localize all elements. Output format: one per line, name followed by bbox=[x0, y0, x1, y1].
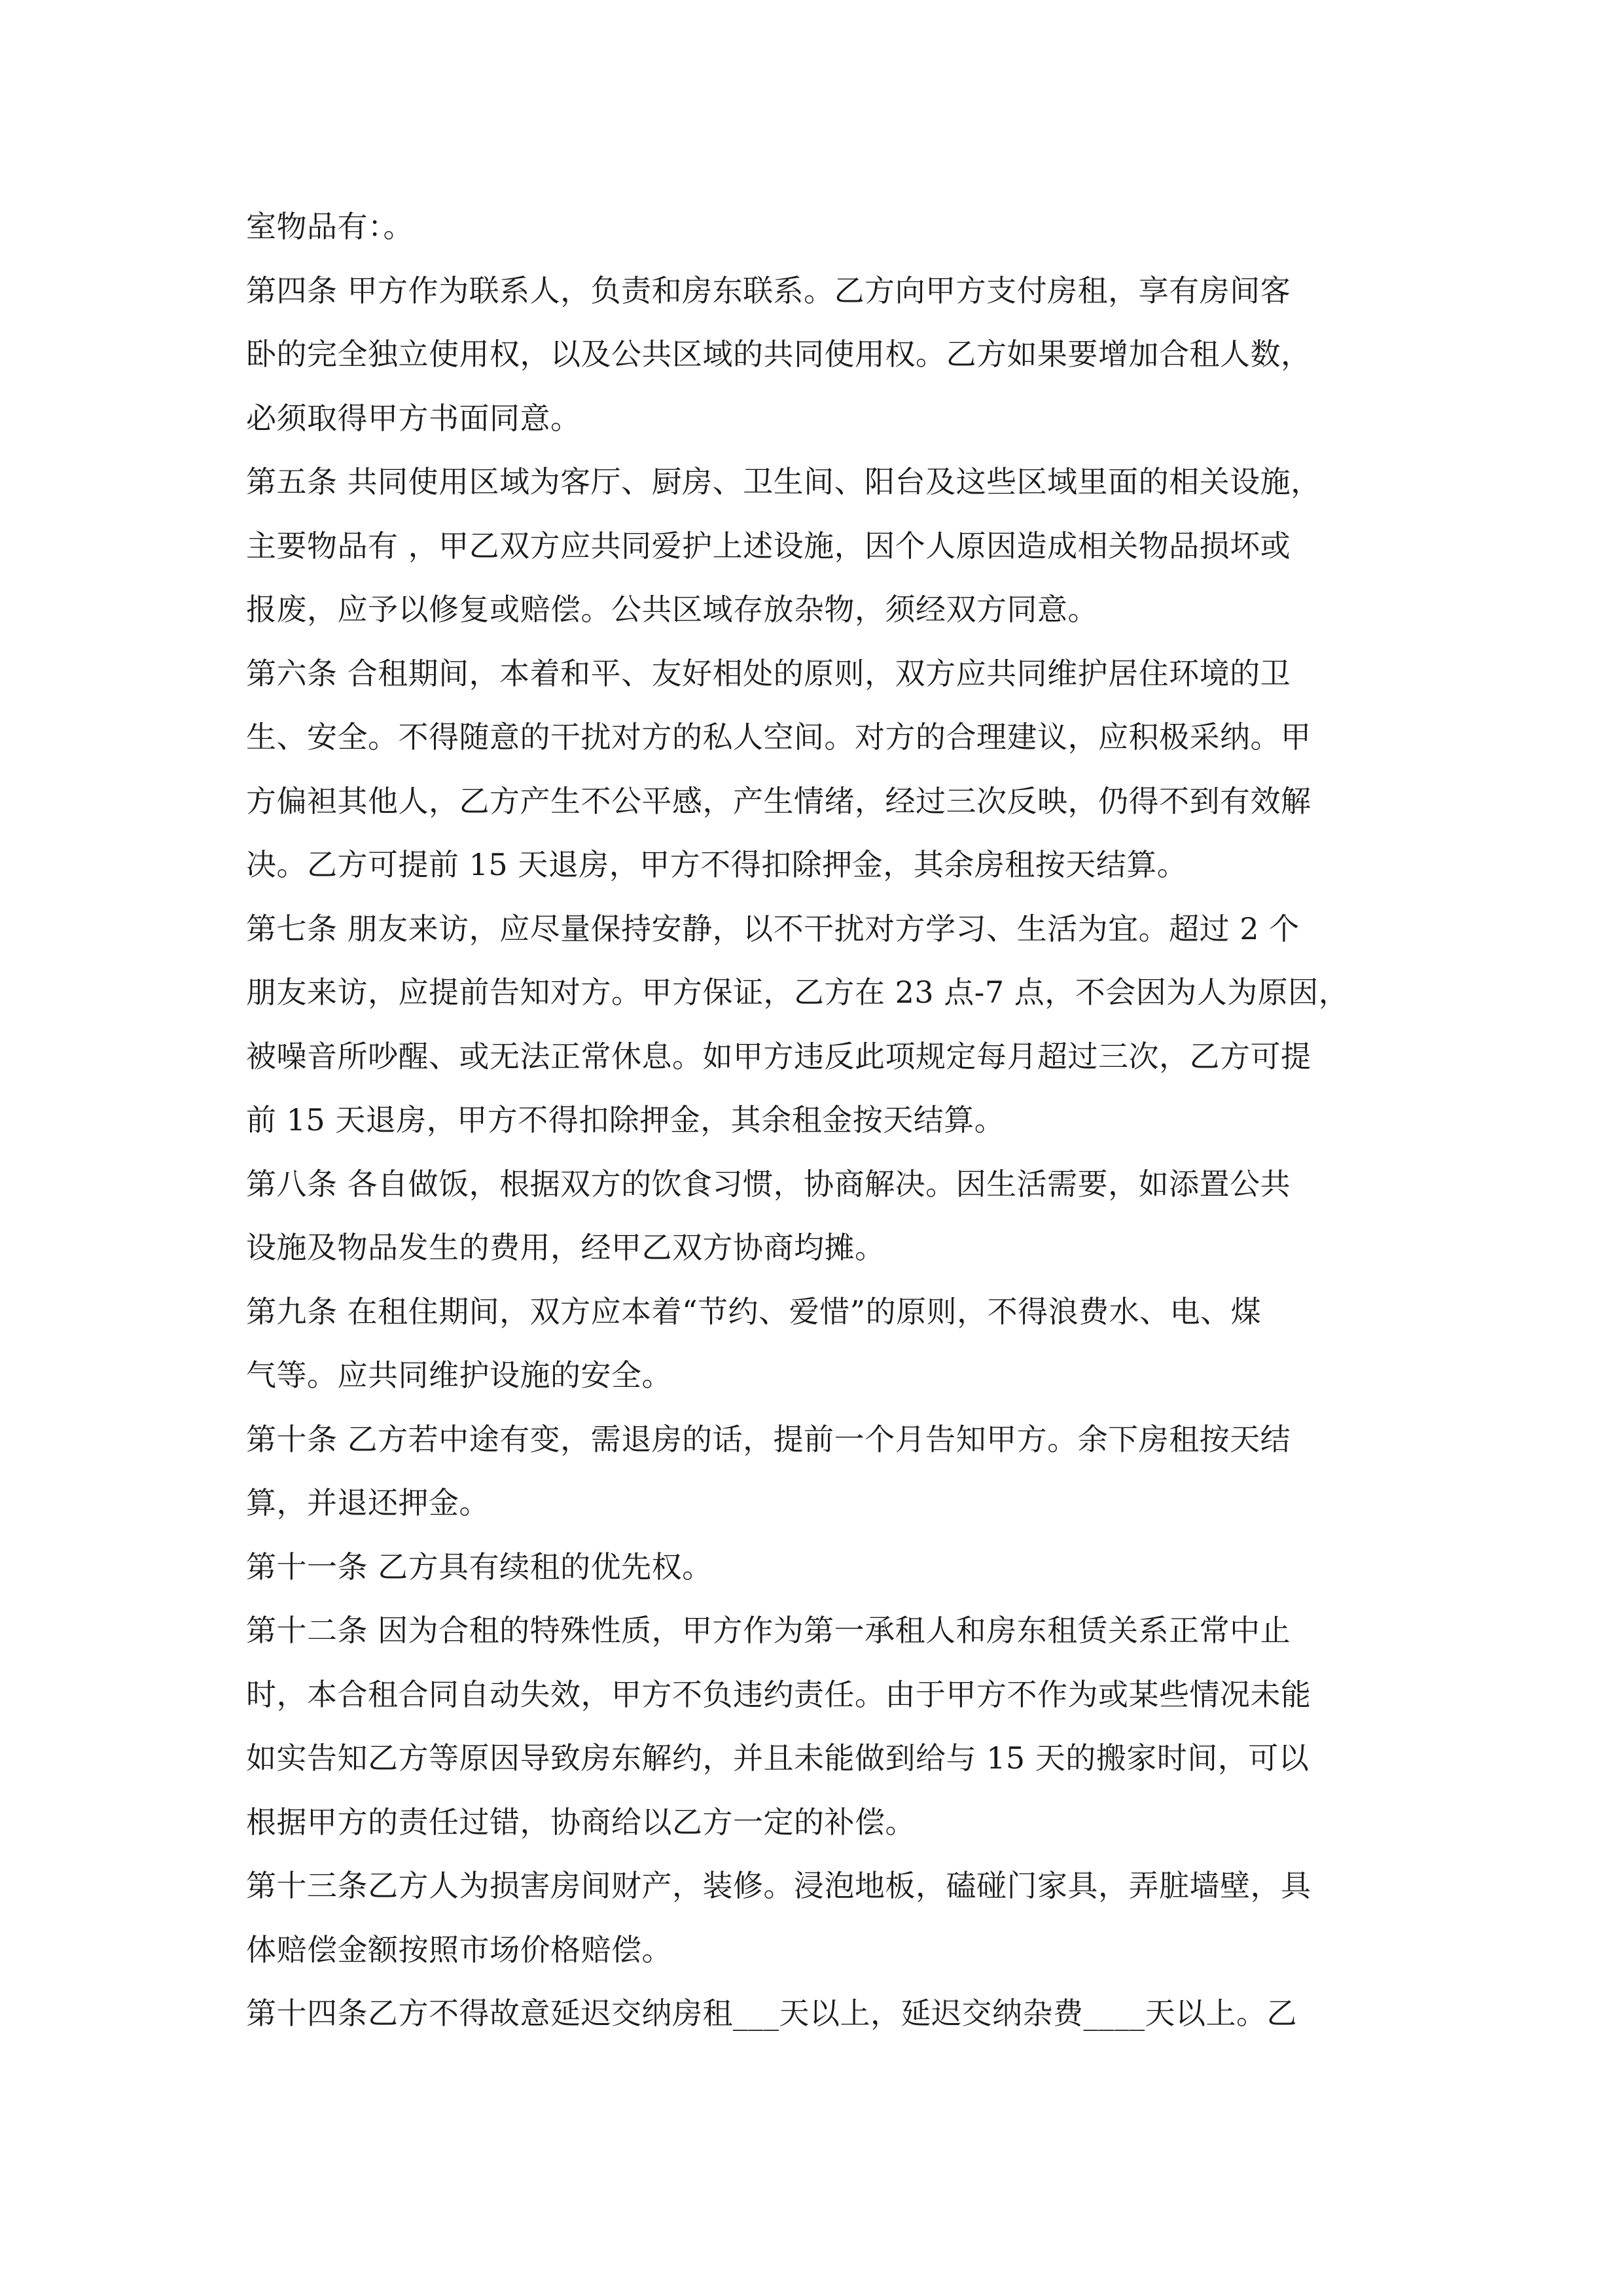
text-line: 报废，应予以修复或赔偿。公共区域存放杂物，须经双方同意。 bbox=[246, 592, 1098, 627]
text-line: 第五条 共同使用区域为客厅、厨房、卫生间、阳台及这些区域里面的相关设施， bbox=[246, 464, 1321, 499]
text-line: 第八条 各自做饭，根据双方的饮食习惯，协商解决。因生活需要，如添置公共 bbox=[246, 1166, 1291, 1202]
text-line: 第九条 在租住期间，双方应本着“节约、爱惜”的原则，不得浪费水、电、煤 bbox=[246, 1293, 1262, 1329]
document-body bbox=[246, 195, 1398, 2046]
text-line: 生、安全。不得随意的干扰对方的私人空间。对方的合理建议，应积极采纳。甲 bbox=[246, 719, 1311, 755]
text-line: 决。乙方可提前 15 天退房，甲方不得扣除押金，其余房租按天结算。 bbox=[246, 847, 1188, 882]
text-line: 第十二条 因为合租的特殊性质，甲方作为第一承租人和房东租赁关系正常中止 bbox=[246, 1613, 1291, 1648]
text-line: 第十三条乙方人为损害房间财产，装修。浸泡地板，磕碰门家具，弄脏墙壁，具 bbox=[246, 1868, 1311, 1903]
text-line: 第十四条乙方不得故意延迟交纳房租___天以上，延迟交纳杂费____天以上。乙 bbox=[246, 1996, 1297, 2031]
text-line: 方偏袒其他人，乙方产生不公平感，产生情绪，经过三次反映，仍得不到有效解 bbox=[246, 783, 1311, 819]
text-line: 算，并退还押金。 bbox=[246, 1485, 490, 1520]
text-line: 前 15 天退房，甲方不得扣除押金，其余租金按天结算。 bbox=[246, 1102, 1005, 1138]
text-line: 第七条 朋友来访，应尽量保持安静，以不干扰对方学习、生活为宜。超过 2 个 bbox=[246, 910, 1300, 946]
text-line: 根据甲方的责任过错，协商给以乙方一定的补偿。 bbox=[246, 1804, 916, 1840]
text-line: 如实告知乙方等原因导致房东解约，并且未能做到给与 15 天的搬家时间，可以 bbox=[246, 1740, 1310, 1776]
text-line: 第六条 合租期间，本着和平、友好相处的原则，双方应共同维护居住环境的卫 bbox=[246, 655, 1291, 691]
text-line: 第十一条 乙方具有续租的优先权。 bbox=[246, 1549, 713, 1585]
text-line: 被噪音所吵醒、或无法正常休息。如甲方违反此项规定每月超过三次，乙方可提 bbox=[246, 1038, 1311, 1074]
text-line: 设施及物品发生的费用，经甲乙双方协商均摊。 bbox=[246, 1230, 885, 1265]
text-line: 气等。应共同维护设施的安全。 bbox=[246, 1357, 672, 1393]
text-line: 第四条 甲方作为联系人，负责和房东联系。乙方向甲方支付房租，享有房间客 bbox=[246, 272, 1291, 308]
text-line: 时，本合租合同自动失效，甲方不负违约责任。由于甲方不作为或某些情况未能 bbox=[246, 1676, 1311, 1712]
text-line: 卧的完全独立使用权，以及公共区域的共同使用权。乙方如果要增加合租人数， bbox=[246, 336, 1311, 372]
text-line: 体赔偿金额按照市场价格赔偿。 bbox=[246, 1931, 672, 1967]
text-line: 主要物品有 ，甲乙双方应共同爱护上述设施，因个人原因造成相关物品损坏或 bbox=[246, 528, 1291, 564]
text-line: 室物品有：。 bbox=[246, 209, 414, 244]
text-line: 第十条 乙方若中途有变，需退房的话，提前一个月告知甲方。余下房租按天结 bbox=[246, 1421, 1291, 1457]
text-line: 必须取得甲方书面同意。 bbox=[246, 400, 581, 436]
text-line: 朋友来访，应提前告知对方。甲方保证，乙方在 23 点-7 点，不会因为人为原因， bbox=[246, 975, 1349, 1010]
